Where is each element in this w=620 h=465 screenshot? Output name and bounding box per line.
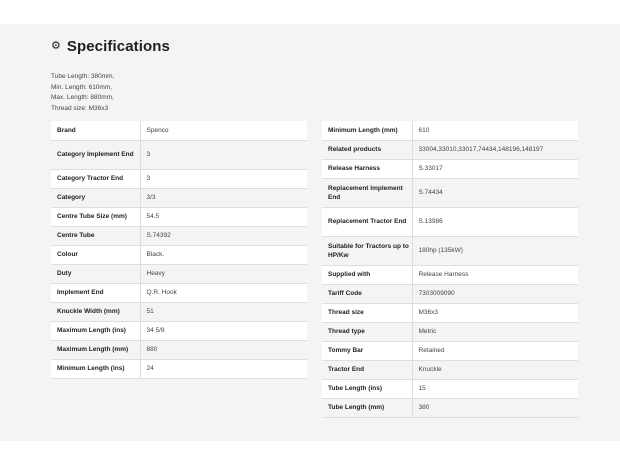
- spec-value: Heavy: [140, 264, 307, 283]
- spec-summary: [51, 72, 114, 114]
- spec-value: 34 5/8: [140, 321, 307, 340]
- table-row: [51, 169, 307, 188]
- spec-value: S.33017: [412, 159, 578, 178]
- spec-value: 15: [412, 379, 578, 398]
- table-row: [51, 207, 307, 226]
- table-row: [322, 398, 578, 417]
- table-row: [51, 245, 307, 264]
- spec-value: 51: [140, 302, 307, 321]
- section-heading: [51, 38, 170, 55]
- spec-label: Category: [51, 188, 140, 207]
- spec-label: Brand: [51, 121, 140, 140]
- table-row: [322, 341, 578, 360]
- spec-label: Thread type: [322, 322, 412, 341]
- spec-value: 3: [140, 140, 307, 169]
- table-row: [322, 284, 578, 303]
- spec-value: 610: [412, 121, 578, 140]
- summary-line: Tube Length: 380mm,: [51, 73, 115, 80]
- table-row: [322, 121, 578, 140]
- spec-label: Duty: [51, 264, 140, 283]
- table-row: [322, 379, 578, 398]
- spec-value: 24: [140, 359, 307, 378]
- spec-label: Category Implement End: [51, 140, 140, 169]
- spec-value: 3/3: [140, 188, 307, 207]
- table-row: [322, 207, 578, 236]
- summary-line: Thread size: M36x3: [51, 104, 109, 112]
- spec-value: 33004,33010,33017,74434,148196,148197: [412, 140, 578, 159]
- spec-value: Metric: [412, 322, 578, 341]
- summary-line: Max. Length: 880mm,: [51, 94, 114, 101]
- spec-label: Supplied with: [322, 265, 412, 284]
- spec-label: Maximum Length (ins): [51, 321, 140, 340]
- spec-label: Knuckle Width (mm): [51, 302, 140, 321]
- spec-label: Centre Tube Size (mm): [51, 207, 140, 226]
- table-row: [322, 360, 578, 379]
- table-row: [51, 226, 307, 245]
- spec-label: Tommy Bar: [322, 341, 412, 360]
- table-row: [51, 121, 307, 140]
- spec-label: Replacement Tractor End: [322, 207, 412, 236]
- spec-value: S.74392: [140, 226, 307, 245]
- spec-label: Category Tractor End: [51, 169, 140, 188]
- table-row: [322, 322, 578, 341]
- table-row: [51, 188, 307, 207]
- spec-table-left: [51, 121, 307, 379]
- spec-label: Colour: [51, 245, 140, 264]
- table-row: [322, 159, 578, 178]
- spec-value: 880: [140, 340, 307, 359]
- spec-label: Related products: [322, 140, 412, 159]
- spec-label: Minimum Length (ins): [51, 359, 140, 378]
- gear-icon: ⚙: [51, 40, 61, 52]
- spec-label: Release Harness: [322, 159, 412, 178]
- table-row: [51, 340, 307, 359]
- spec-label: Minimum Length (mm): [322, 121, 412, 140]
- table-row: [51, 140, 307, 169]
- spec-value: Spenco: [140, 121, 307, 140]
- spec-value: S.13986: [412, 207, 578, 236]
- spec-value: 380: [412, 398, 578, 417]
- spec-label: Maximum Length (mm): [51, 340, 140, 359]
- table-row: [51, 359, 307, 378]
- spec-value: S.74434: [412, 178, 578, 207]
- spec-value: Black.: [140, 245, 307, 264]
- spec-value: 3: [140, 169, 307, 188]
- table-row: [51, 264, 307, 283]
- summary-line: Min. Length: 610mm,: [51, 83, 113, 91]
- spec-value: Retained: [412, 341, 578, 360]
- spec-table-right: [322, 121, 578, 418]
- spec-label: Thread size: [322, 303, 412, 322]
- table-row: [322, 236, 578, 265]
- spec-label: Suitable for Tractors up to HP/Kw: [322, 236, 412, 265]
- spec-value: Q.R. Hook: [140, 283, 307, 302]
- table-row: [322, 178, 578, 207]
- spec-label: Tariff Code: [322, 284, 412, 303]
- table-row: [322, 303, 578, 322]
- spec-label: Centre Tube: [51, 226, 140, 245]
- table-row: [51, 302, 307, 321]
- spec-value: 54.5: [140, 207, 307, 226]
- table-row: [322, 265, 578, 284]
- section-title: Specifications: [66, 38, 170, 55]
- spec-value: 180hp (135kW): [412, 236, 578, 265]
- spec-label: Tractor End: [322, 360, 412, 379]
- spec-label: Tube Length (ins): [322, 379, 412, 398]
- table-row: [51, 283, 307, 302]
- spec-value: Knuckle: [412, 360, 578, 379]
- spec-label: Implement End: [51, 283, 140, 302]
- table-row: [322, 140, 578, 159]
- spec-value: 7303009090: [412, 284, 578, 303]
- table-row: [51, 321, 307, 340]
- spec-label: Tube Length (mm): [322, 398, 412, 417]
- spec-value: M36x3: [412, 303, 578, 322]
- spec-value: Release Harness: [412, 265, 578, 284]
- spec-label: Replacement Implement End: [322, 178, 412, 207]
